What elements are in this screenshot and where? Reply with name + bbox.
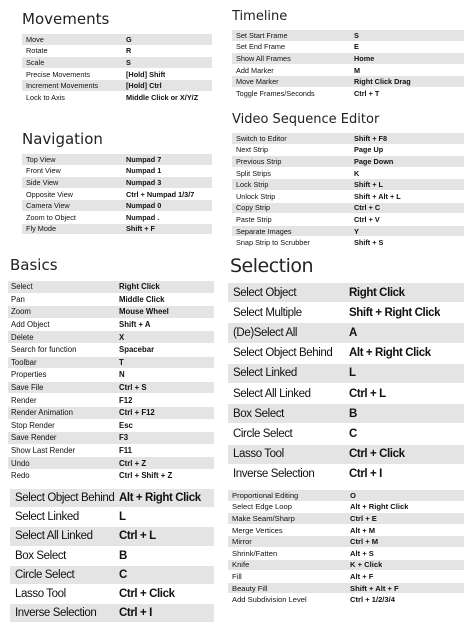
shortcut-key: F12	[119, 395, 133, 405]
shortcut-row	[228, 548, 464, 560]
shortcut-row	[8, 445, 214, 458]
timeline-table	[232, 30, 464, 100]
shortcut-action: Save File	[11, 383, 44, 393]
shortcut-key: Ctrl + I	[349, 468, 382, 481]
shortcut-action: Front View	[26, 166, 61, 176]
shortcut-key: Numpad 3	[126, 177, 162, 187]
shortcut-key: Ctrl + E	[350, 513, 377, 523]
shortcut-action: Select Object Behind	[15, 492, 115, 505]
shortcut-row	[232, 88, 464, 100]
shortcut-key: Middle Click	[119, 294, 165, 304]
selection-title: Selection	[230, 255, 314, 277]
shortcut-key: F3	[119, 433, 129, 443]
shortcut-key: B	[119, 549, 127, 562]
shortcut-action: Save Render	[11, 433, 57, 443]
shortcut-row	[228, 502, 464, 514]
shortcut-key: Y	[354, 226, 359, 236]
shortcut-key: Ctrl + V	[354, 214, 380, 224]
shortcut-action: Copy Strip	[236, 203, 271, 213]
shortcut-key: A	[349, 326, 357, 339]
shortcut-action: Select All Linked	[15, 530, 93, 543]
shortcut-action: Move	[26, 34, 44, 44]
video-sequence-title: Video Sequence Editor	[232, 112, 380, 127]
shortcut-action: Lasso Tool	[233, 448, 284, 461]
shortcut-row	[8, 319, 214, 332]
shortcut-key: Numpad 1	[126, 166, 162, 176]
shortcut-key: Shift + S	[354, 238, 384, 248]
shortcut-key: Right Click	[349, 286, 405, 299]
shortcut-action: Toggle Frames/Seconds	[236, 88, 315, 98]
shortcut-row	[10, 566, 214, 585]
shortcut-row	[22, 69, 212, 81]
basics-table	[8, 281, 214, 483]
shortcut-action: Stop Render	[11, 420, 55, 430]
shortcut-action: Scale	[26, 57, 45, 67]
shortcut-key: O	[350, 490, 356, 500]
shortcut-key: Shift + F8	[354, 133, 388, 143]
shortcut-row	[232, 168, 464, 180]
shortcut-row	[8, 407, 214, 420]
shortcut-row	[232, 30, 464, 42]
shortcut-key: Ctrl + I	[119, 607, 152, 620]
shortcut-action: Render	[11, 395, 37, 405]
shortcut-row	[8, 344, 214, 357]
shortcut-row	[228, 465, 464, 485]
shortcut-row	[8, 470, 214, 483]
shortcut-action: Set End Frame	[236, 42, 286, 52]
modeling-table	[228, 490, 464, 606]
shortcut-key: Alt + S	[350, 548, 374, 558]
shortcut-row	[232, 226, 464, 238]
shortcut-key: Numpad 0	[126, 201, 162, 211]
shortcut-action: Shrink/Fatten	[232, 548, 278, 558]
movements-table	[22, 34, 212, 104]
shortcut-row	[228, 384, 464, 404]
shortcut-action: Select Object	[233, 286, 297, 299]
shortcut-key: Shift + Alt + L	[354, 191, 401, 201]
shortcut-action: Select Linked	[15, 511, 79, 524]
shortcut-key: Middle Click or X/Y/Z	[126, 92, 199, 102]
shortcut-action: Side View	[26, 177, 59, 187]
shortcut-row	[232, 191, 464, 203]
shortcut-key: Ctrl + M	[350, 537, 379, 547]
shortcut-row	[22, 212, 212, 224]
shortcut-key: Alt + Right Click	[349, 347, 431, 360]
shortcut-action: Select Linked	[233, 367, 297, 380]
shortcut-action: Increment Movements	[26, 81, 99, 91]
shortcut-key: [Hold] Ctrl	[126, 81, 162, 91]
shortcut-action: Proportional Editing	[232, 490, 299, 500]
shortcut-row	[232, 214, 464, 226]
shortcut-row	[228, 344, 464, 364]
shortcut-action: Select Multiple	[233, 306, 302, 319]
navigation-title: Navigation	[22, 130, 103, 148]
shortcut-action: Merge Vertices	[232, 525, 283, 535]
shortcut-key: Shift + A	[119, 320, 151, 330]
shortcut-key: Mouse Wheel	[119, 307, 169, 317]
shortcut-action: Zoom	[11, 307, 31, 317]
shortcut-action: Lock Strip	[236, 180, 269, 190]
shortcut-key: Page Down	[354, 156, 394, 166]
shortcut-row	[232, 42, 464, 54]
shortcut-key: X	[119, 332, 125, 342]
shortcut-row	[228, 303, 464, 323]
shortcut-key: B	[349, 407, 357, 420]
shortcut-key: Ctrl + T	[354, 88, 380, 98]
shortcut-action: Split Strips	[236, 168, 271, 178]
shortcut-action: Delete	[11, 332, 34, 342]
shortcut-key: Numpad 7	[126, 154, 162, 164]
shortcut-row	[228, 525, 464, 537]
shortcut-key: Home	[354, 53, 375, 63]
shortcut-action: Select All Linked	[233, 387, 311, 400]
shortcut-key: Ctrl + 1/2/3/4	[350, 595, 395, 605]
shortcut-action: Select Object Behind	[233, 347, 333, 360]
shortcut-action: Pan	[11, 294, 25, 304]
shortcut-row	[8, 281, 214, 294]
shortcut-key: T	[119, 357, 124, 367]
shortcut-key: L	[349, 367, 356, 380]
shortcut-row	[8, 457, 214, 470]
shortcut-row	[22, 80, 212, 92]
movements-title: Movements	[22, 10, 110, 28]
shortcut-action: Mirror	[232, 537, 252, 547]
shortcut-row	[232, 179, 464, 191]
shortcut-row	[10, 527, 214, 546]
shortcut-action: Knife	[232, 560, 250, 570]
shortcut-key: L	[119, 511, 126, 524]
shortcut-action: Zoom to Object	[26, 212, 76, 222]
shortcut-row	[22, 34, 212, 46]
shortcut-row	[8, 369, 214, 382]
shortcut-key: S	[354, 30, 359, 40]
shortcut-action: Show All Frames	[236, 53, 291, 63]
shortcut-key: M	[354, 65, 361, 75]
shortcut-key: Ctrl + S	[119, 383, 147, 393]
shortcut-action: Inverse Selection	[15, 607, 97, 620]
shortcut-key: Ctrl + Numpad 1/3/7	[126, 189, 195, 199]
shortcut-row	[228, 404, 464, 424]
shortcut-action: Next Strip	[236, 145, 269, 155]
shortcut-action: Separate Images	[236, 226, 292, 236]
shortcut-action: Properties	[11, 370, 47, 380]
shortcut-key: Ctrl + C	[354, 203, 381, 213]
shortcut-action: Select Edge Loop	[232, 502, 292, 512]
shortcut-row	[228, 283, 464, 303]
shortcut-key: Spacebar	[119, 345, 155, 355]
shortcut-action: Top View	[26, 154, 56, 164]
shortcut-action: Make Seam/Sharp	[232, 513, 295, 523]
shortcut-action: Move Marker	[236, 77, 279, 87]
shortcut-key: Ctrl + Shift + Z	[119, 471, 173, 481]
shortcut-key: Ctrl + F12	[119, 408, 155, 418]
shortcut-action: Render Animation	[11, 408, 73, 418]
shortcut-row	[232, 145, 464, 157]
shortcut-key: Page Up	[354, 145, 384, 155]
shortcut-action: Redo	[11, 471, 30, 481]
shortcut-row	[22, 166, 212, 178]
shortcut-row	[228, 571, 464, 583]
shortcut-row	[8, 394, 214, 407]
shortcut-action: Add Marker	[236, 65, 274, 75]
video-sequence-table	[232, 133, 464, 249]
shortcut-key: [Hold] Shift	[126, 69, 166, 79]
shortcut-action: Select	[11, 282, 33, 292]
shortcut-row	[22, 154, 212, 166]
shortcut-row	[228, 490, 464, 502]
shortcut-action: Fill	[232, 571, 242, 581]
shortcut-action: Box Select	[233, 407, 284, 420]
shortcut-row	[8, 331, 214, 344]
shortcut-key: Ctrl + Click	[119, 588, 175, 601]
shortcut-key: K	[354, 168, 360, 178]
shortcut-row	[10, 604, 214, 623]
shortcut-action: (De)Select All	[233, 326, 298, 339]
shortcut-row	[228, 560, 464, 572]
shortcut-row	[8, 420, 214, 433]
shortcut-row	[10, 547, 214, 566]
shortcut-row	[228, 594, 464, 606]
shortcut-action: Previous Strip	[236, 156, 282, 166]
shortcut-key: Ctrl + L	[349, 387, 386, 400]
shortcut-row	[232, 203, 464, 215]
shortcut-action: Lock to Axis	[26, 92, 65, 102]
shortcut-action: Camera View	[26, 201, 70, 211]
shortcut-row	[232, 76, 464, 88]
shortcut-key: Alt + F	[350, 571, 374, 581]
shortcut-row	[22, 224, 212, 236]
shortcut-action: Switch to Editor	[236, 133, 287, 143]
shortcut-key: Shift + F	[126, 224, 155, 234]
shortcut-row	[22, 177, 212, 189]
shortcut-action: Inverse Selection	[233, 468, 315, 481]
navigation-table	[22, 154, 212, 235]
shortcut-row	[10, 489, 214, 508]
shortcut-key: G	[126, 34, 132, 44]
shortcut-row	[22, 189, 212, 201]
shortcut-action: Circle Select	[15, 568, 75, 581]
shortcut-action: Opposite View	[26, 189, 73, 199]
shortcut-row	[22, 46, 212, 58]
shortcut-action: Undo	[11, 458, 30, 468]
shortcut-action: Lasso Tool	[15, 588, 66, 601]
shortcut-row	[8, 294, 214, 307]
shortcut-key: Right Click	[119, 282, 160, 292]
selection-left-table	[10, 489, 214, 623]
shortcut-row	[228, 445, 464, 465]
shortcut-row	[228, 583, 464, 595]
shortcut-key: Ctrl + L	[119, 530, 156, 543]
shortcut-key: Shift + Right Click	[349, 306, 441, 319]
shortcut-row	[10, 508, 214, 527]
shortcut-row	[232, 65, 464, 77]
shortcut-row	[8, 306, 214, 319]
basics-title: Basics	[10, 256, 58, 274]
shortcut-row	[22, 57, 212, 69]
shortcut-action: Unlock Strip	[236, 191, 276, 201]
shortcut-action: Toolbar	[11, 357, 37, 367]
shortcut-action: Snap Strip to Scrubber	[236, 238, 310, 248]
timeline-title: Timeline	[232, 9, 288, 24]
shortcut-action: Fly Mode	[26, 224, 57, 234]
shortcut-key: C	[349, 427, 357, 440]
selection-table	[228, 283, 464, 485]
shortcut-action: Paste Strip	[236, 214, 272, 224]
shortcut-row	[22, 200, 212, 212]
shortcut-key: Ctrl + Click	[349, 448, 405, 461]
shortcut-key: Shift + L	[354, 180, 383, 190]
shortcut-key: Numpad .	[126, 212, 160, 222]
shortcut-row	[228, 536, 464, 548]
shortcut-row	[8, 382, 214, 395]
shortcut-key: F11	[119, 446, 133, 456]
shortcut-key: S	[126, 57, 131, 67]
shortcut-key: Right Click Drag	[354, 77, 411, 87]
shortcut-row	[232, 156, 464, 168]
shortcut-key: C	[119, 568, 127, 581]
shortcut-action: Set Start Frame	[236, 30, 288, 40]
shortcut-row	[228, 513, 464, 525]
shortcut-action: Show Last Render	[11, 446, 76, 456]
shortcut-key: Alt + Right Click	[119, 492, 201, 505]
shortcut-row	[22, 92, 212, 104]
shortcut-key: E	[354, 42, 359, 52]
shortcut-row	[10, 585, 214, 604]
shortcut-action: Add Subdivision Level	[232, 595, 307, 605]
shortcut-action: Precise Movements	[26, 69, 91, 79]
shortcut-key: Shift + Alt + F	[350, 583, 399, 593]
shortcut-row	[228, 323, 464, 343]
shortcut-action: Box Select	[15, 549, 66, 562]
shortcut-action: Add Object	[11, 320, 50, 330]
shortcut-row	[228, 424, 464, 444]
shortcut-row	[8, 432, 214, 445]
shortcut-key: Alt + M	[350, 525, 376, 535]
shortcut-row	[232, 53, 464, 65]
shortcut-row	[232, 237, 464, 249]
shortcut-key: Esc	[119, 420, 133, 430]
shortcut-key: K + Click	[350, 560, 383, 570]
shortcut-key: Ctrl + Z	[119, 458, 147, 468]
shortcut-action: Beauty Fill	[232, 583, 268, 593]
shortcut-row	[8, 357, 214, 370]
shortcut-key: R	[126, 46, 132, 56]
shortcut-action: Circle Select	[233, 427, 293, 440]
shortcut-row	[232, 133, 464, 145]
shortcut-row	[228, 364, 464, 384]
shortcut-action: Rotate	[26, 46, 48, 56]
shortcut-key: Alt + Right Click	[350, 502, 409, 512]
shortcut-key: N	[119, 370, 125, 380]
shortcut-action: Search for function	[11, 345, 77, 355]
